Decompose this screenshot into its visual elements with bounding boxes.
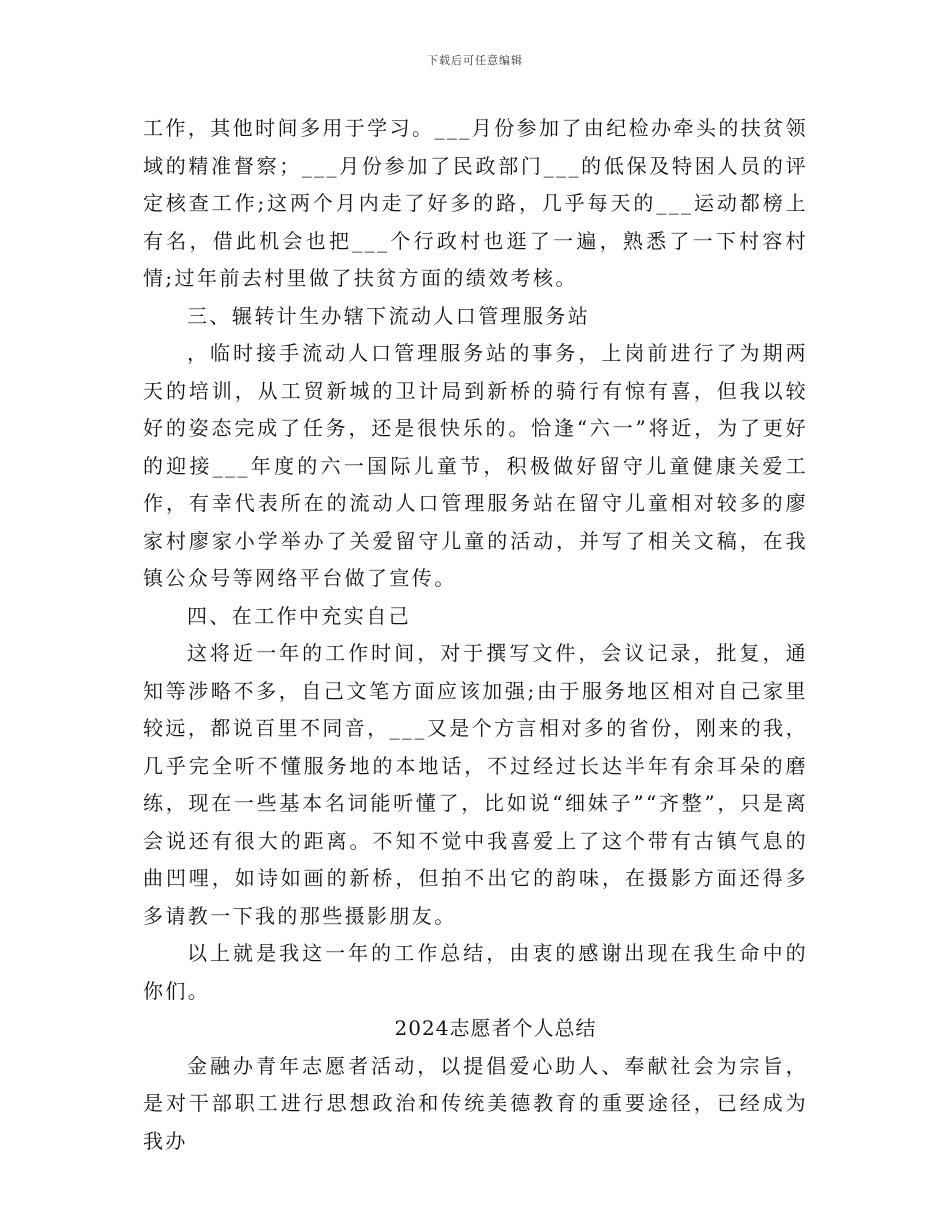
paragraph-conclusion: 以上就是我这一年的工作总结，由衷的感谢出现在我生命中的你们。 — [143, 941, 808, 1003]
page-header-note: 下载后可任意编辑 — [427, 54, 523, 67]
paragraph-migrant-station: ，临时接手流动人口管理服务站的事务，上岗前进行了为期两天的培训，从工贸新城的卫计局到新桥的骑行有惊有喜，但我以较好的姿态完成了任务，还是很快乐的。恰逢“六一”将近，为了更好的迎接___年度的六一国际儿童节，积极做好留守儿童健康关爱工作，有幸代表所在的流动人口管理服务站在留守儿童相对较多的廖家村廖家小学举办了关爱留守儿童的活动，并写了相关文稿，在我镇公众号等网络平台做了宣传。 — [143, 341, 808, 590]
document-title-2024: 2024志愿者个人总结 — [394, 1016, 597, 1040]
section-heading-4: 四、在工作中充实自己 — [187, 603, 411, 628]
paragraph-work-study: 工作，其他时间多用于学习。___月份参加了由纪检办牵头的扶贫领域的精准督察；___月份参加了民政部门___的低保及特困人员的评定核查工作;这两个月内走了好多的路，几乎每天的___运动都榜上有名，借此机会也把___个行政村也逛了一遍，熟悉了一下村容村情;过年前去村里做了扶贫方面的绩效考核。 — [143, 116, 808, 290]
paragraph-volunteer-intro: 金融办青年志愿者活动，以提倡爱心助人、奉献社会为宗旨，是对干部职工进行思想政治和传统美德教育的重要途径，已经成为我办 — [143, 1053, 808, 1153]
paragraph-self-improvement: 这将近一年的工作时间，对于撰写文件，会议记录，批复，通知等涉略不多，自己文笔方面应该加强;由于服务地区相对自己家里较远，都说百里不同音，___又是个方言相对多的省份，刚来的我，几乎完全听不懂服务地的本地话，不过经过长达半年有余耳朵的磨练，现在一些基本名词能听懂了，比如说“细妹子”“齐整”，只是离会说还有很大的距离。不知不觉中我喜爱上了这个带有古镇气息的曲凹哩，如诗如画的新桥，但拍不出它的韵味，在摄影方面还得多多请教一下我的那些摄影朋友。 — [143, 641, 808, 928]
document-body — [143, 110, 808, 1160]
section-heading-3: 三、辗转计生办辖下流动人口管理服务站 — [187, 303, 591, 328]
